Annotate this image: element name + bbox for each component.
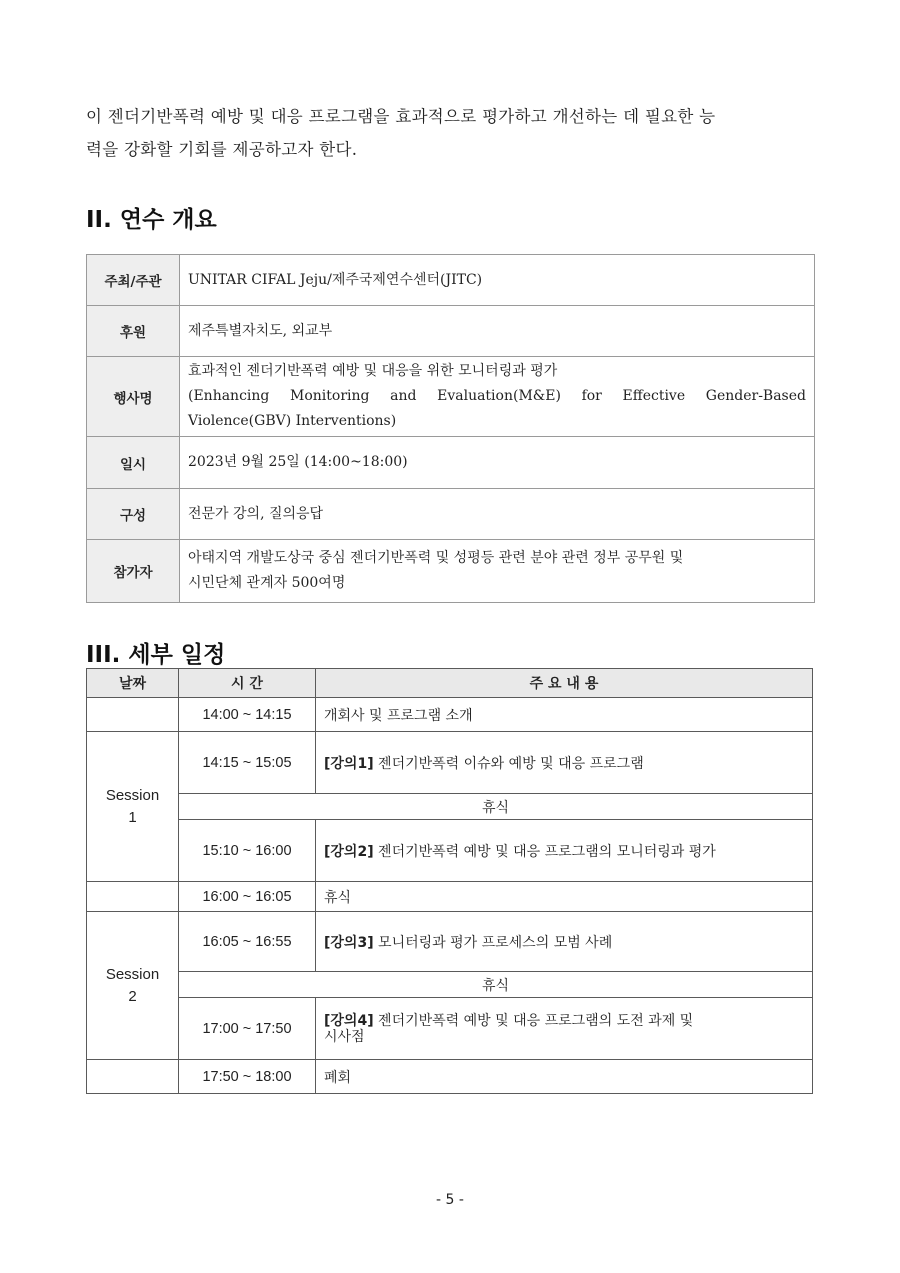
time-cell: 17:00 ~ 17:50: [179, 998, 316, 1060]
time-cell: 14:15 ~ 15:05: [179, 732, 316, 794]
break-cell: 휴식: [179, 972, 813, 998]
table-row: [87, 998, 813, 1060]
break-cell: 휴식: [179, 794, 813, 820]
time-cell: 17:50 ~ 18:00: [179, 1060, 316, 1094]
overview-value: UNITAR CIFAL Jeju/제주국제연수센터(JITC): [180, 255, 815, 306]
lecture-title-cont: 시사점: [324, 1028, 365, 1045]
session-1-cell: [87, 732, 179, 882]
overview-key: 주최/주관: [87, 255, 180, 306]
overview-row: [87, 255, 815, 306]
overview-row: [87, 540, 815, 603]
intro-line: 력을 강화할 기회를 제공하고자 한다.: [86, 140, 358, 159]
content-cell: [316, 732, 813, 794]
date-cell-empty: [87, 698, 179, 732]
time-cell: 16:05 ~ 16:55: [179, 912, 316, 972]
intro-line: 이 젠더기반폭력 예방 및 대응 프로그램을 효과적으로 평가하고 개선하는 데 필요한 능: [86, 107, 716, 126]
table-row: [87, 820, 813, 882]
session-label: Session: [105, 786, 160, 804]
overview-value: [180, 540, 815, 603]
section-title-schedule: III. 세부 일정: [86, 642, 226, 668]
table-row: [87, 698, 813, 732]
header-content: 주 요 내 용: [316, 669, 813, 698]
overview-value-line: 시민단체 관계자 500여명: [188, 575, 346, 591]
lecture-tag: [강의3]: [324, 934, 374, 951]
intro-paragraph: [86, 100, 816, 166]
lecture-tag: [강의4]: [324, 1012, 374, 1029]
content-cell: [316, 820, 813, 882]
lecture-tag: [강의2]: [324, 843, 374, 860]
content-cell: [316, 912, 813, 972]
overview-row: [87, 437, 815, 489]
lecture-title: 젠더기반폭력 예방 및 대응 프로그램의 도전 과제 및: [373, 1012, 694, 1029]
table-row: [87, 732, 813, 794]
date-cell-empty: [87, 1060, 179, 1094]
session-label: Session: [105, 965, 160, 983]
overview-value-line: Violence(GBV) Interventions): [188, 413, 397, 429]
time-cell: 15:10 ~ 16:00: [179, 820, 316, 882]
overview-value: [180, 357, 815, 437]
overview-key: 후원: [87, 306, 180, 357]
lecture-title: 모니터링과 평가 프로세스의 모범 사례: [373, 934, 613, 951]
overview-value-line: (Enhancing Monitoring and Evaluation(M&E) for Effective Gender-Based: [188, 388, 806, 404]
table-row: [87, 1060, 813, 1094]
overview-value: 제주특별자치도, 외교부: [180, 306, 815, 357]
overview-value: 2023년 9월 25일 (14:00~18:00): [180, 437, 815, 489]
content-cell: 개회사 및 프로그램 소개: [316, 698, 813, 732]
overview-value-line: 아태지역 개발도상국 중심 젠더기반폭력 및 성평등 관련 분야 관련 정부 공무원 및: [188, 550, 684, 566]
lecture-title: 젠더기반폭력 이슈와 예방 및 대응 프로그램: [373, 755, 644, 772]
table-row-break: [87, 794, 813, 820]
page-number: - 5 -: [436, 1192, 464, 1208]
overview-key: 일시: [87, 437, 180, 489]
overview-row: [87, 306, 815, 357]
session-2-cell: [87, 912, 179, 1060]
time-cell: 14:00 ~ 14:15: [179, 698, 316, 732]
table-row: [87, 882, 813, 912]
header-date: 날짜: [87, 669, 179, 698]
overview-key: 참가자: [87, 540, 180, 603]
overview-value-line: 효과적인 젠더기반폭력 예방 및 대응을 위한 모니터링과 평가: [188, 363, 558, 379]
overview-row: [87, 357, 815, 437]
overview-row: [87, 489, 815, 540]
content-cell: [316, 998, 813, 1060]
lecture-title: 젠더기반폭력 예방 및 대응 프로그램의 모니터링과 평가: [373, 843, 716, 860]
overview-key: 구성: [87, 489, 180, 540]
content-cell: 폐회: [316, 1060, 813, 1094]
session-number: 1: [128, 808, 137, 826]
overview-key: 행사명: [87, 357, 180, 437]
overview-value: 전문가 강의, 질의응답: [180, 489, 815, 540]
schedule-table: [86, 668, 813, 1094]
time-cell: 16:00 ~ 16:05: [179, 882, 316, 912]
schedule-header-row: [87, 669, 813, 698]
section-title-overview: II. 연수 개요: [86, 207, 217, 233]
content-cell: 휴식: [316, 882, 813, 912]
table-row: [87, 912, 813, 972]
lecture-tag: [강의1]: [324, 755, 374, 772]
date-cell-empty: [87, 882, 179, 912]
header-time: 시 간: [179, 669, 316, 698]
table-row-break: [87, 972, 813, 998]
overview-table: [86, 254, 815, 603]
session-number: 2: [128, 987, 137, 1005]
